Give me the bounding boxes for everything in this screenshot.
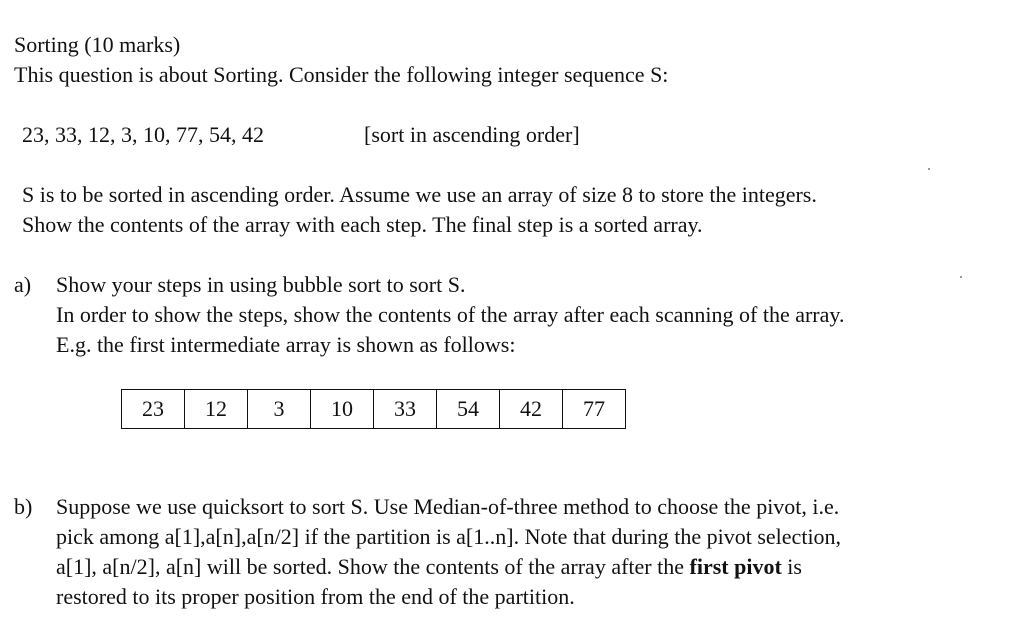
array-cell: 77 bbox=[563, 390, 626, 429]
sequence-note: [sort in ascending order] bbox=[364, 122, 580, 147]
array-cell: 12 bbox=[185, 390, 248, 429]
array-cell: 42 bbox=[500, 390, 563, 429]
question-title: Sorting (10 marks) bbox=[14, 32, 181, 57]
example-array-row bbox=[122, 390, 626, 429]
part-b-line-1: Suppose we use quicksort to sort S. Use Median-of-three method to choose the pivot, i.e. bbox=[56, 494, 840, 519]
scan-speck bbox=[928, 168, 930, 170]
array-cell: 23 bbox=[122, 390, 185, 429]
part-a-line-1: Show your steps in using bubble sort to sort S. bbox=[56, 272, 466, 297]
array-cell: 10 bbox=[311, 390, 374, 429]
part-b-line-3 bbox=[56, 553, 802, 581]
paragraph-line-1: S is to be sorted in ascending order. Assume we use an array of size 8 to store the integers. bbox=[22, 182, 817, 207]
part-b-label: b) bbox=[14, 494, 33, 519]
part-b-line-4: restored to its proper position from the end of the partition. bbox=[56, 584, 575, 609]
part-b-line-3-start: a[1], a[n/2], a[n] will be sorted. Show the contents of the array after the bbox=[56, 554, 690, 579]
part-a-line-3: E.g. the first intermediate array is shown as follows: bbox=[56, 332, 516, 357]
array-cell: 54 bbox=[437, 390, 500, 429]
part-b-line-3-end: is bbox=[781, 554, 802, 579]
first-pivot-emphasis: first pivot bbox=[689, 554, 782, 579]
part-b-line-2: pick among a[1],a[n],a[n/2] if the partition is a[1..n]. Note that during the pivot selection, bbox=[56, 524, 842, 549]
part-a-line-2: In order to show the steps, show the contents of the array after each scanning of the array. bbox=[56, 302, 845, 327]
array-cell: 3 bbox=[248, 390, 311, 429]
scan-speck bbox=[960, 276, 962, 278]
array-cell: 33 bbox=[374, 390, 437, 429]
part-a-label: a) bbox=[14, 272, 32, 297]
question-intro: This question is about Sorting. Consider the following integer sequence S: bbox=[14, 62, 669, 87]
paragraph-line-2: Show the contents of the array with each step. The final step is a sorted array. bbox=[22, 212, 703, 237]
example-array-table bbox=[121, 389, 626, 429]
sequence-values: 23, 33, 12, 3, 10, 77, 54, 42 bbox=[22, 122, 264, 147]
